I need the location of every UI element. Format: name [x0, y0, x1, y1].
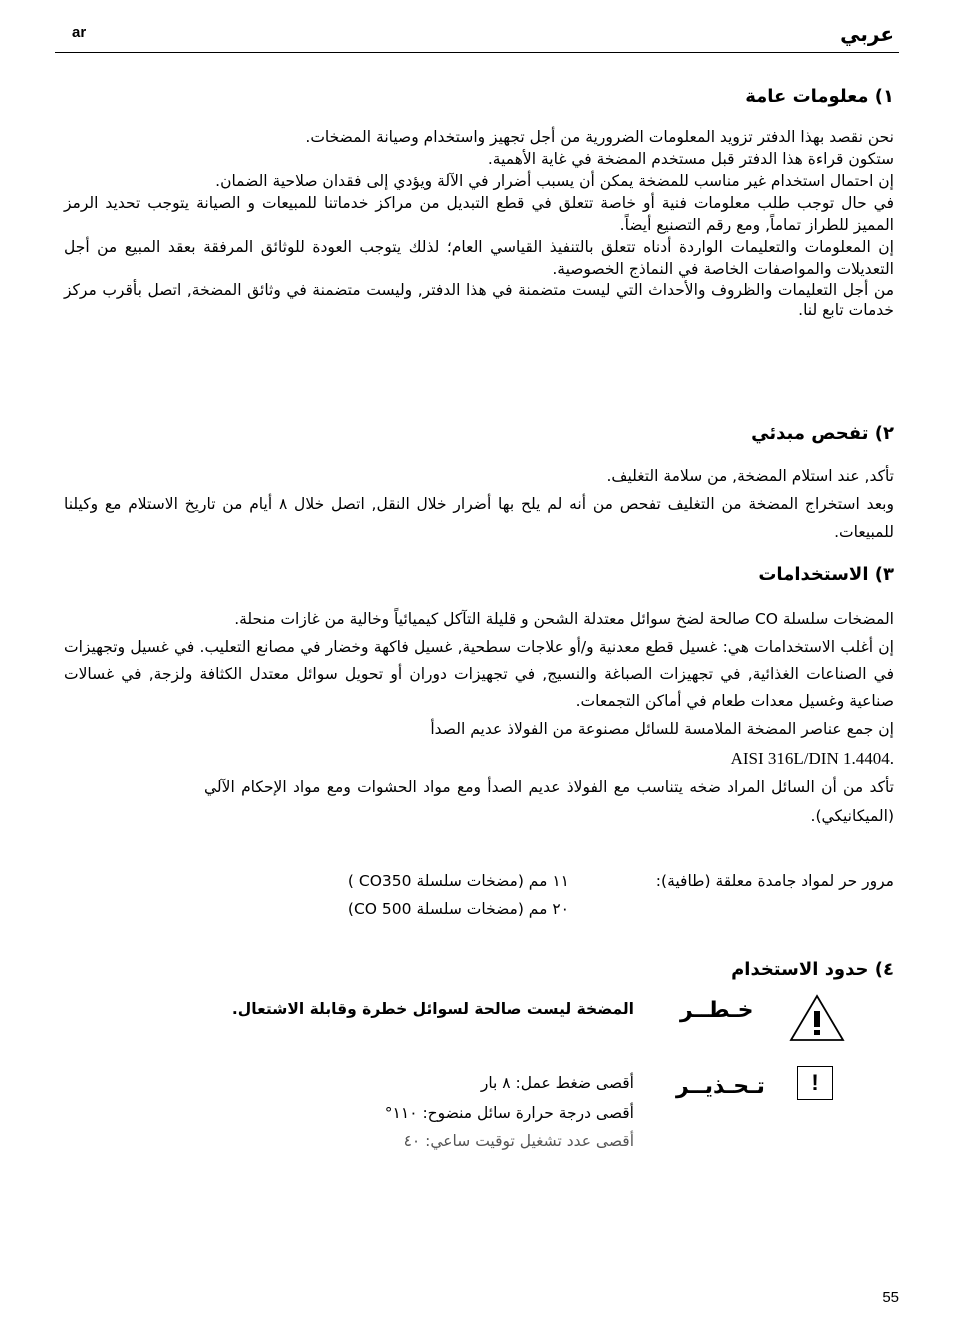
s1-paragraph-2: ستكون قراءة هذا الدفتر قبل مستخدم المضخة في غاية الأهمية. — [487, 150, 894, 168]
section-4-heading: ٤) حدود الاستخدام — [731, 959, 894, 980]
danger-text: المضخة ليست صالحة لسوائل خطرة وقابلة الاشتعال. — [231, 1000, 634, 1018]
limit-max-temperature: أقصى درجة حرارة سائل منضوح: ١١٠° — [384, 1104, 634, 1122]
s3-paragraph-4: تأكد من أن السائل المراد ضخه يتناسب مع الفولاذ عديم الصدأ ومع مواد الحشوات ومع مواد الإحكام الآلي (الميكانيكي). — [204, 778, 894, 825]
warning-triangle-icon — [788, 993, 846, 1043]
s1-paragraph-3: إن احتمال استخدام غير مناسب للمضخة يمكن أن يسبب أضرار في الآلة ويؤدي إلى فقدان صلاحية الضمان. — [215, 172, 894, 190]
limit-max-starts-per-hour: أقصى عدد تشغيل توقيت ساعي: ٤٠ — [403, 1132, 634, 1150]
s3-material-standard: .AISI 316L/DIN 1.4404 — [730, 749, 894, 768]
s1-paragraph-1: نحن نقصد بهذا الدفتر تزويد المعلومات الضرورية من أجل تجهيز واستخدام وصيانة المضخات. — [305, 128, 894, 146]
s2-paragraph-1: تأكد, عند استلام المضخة, من سلامة التغليف. — [606, 467, 894, 485]
section-1-body — [64, 126, 894, 320]
section-1-heading: ١) معلومات عامة — [745, 86, 894, 107]
header-language-title: عربي — [840, 22, 894, 46]
solids-spec-co350: ١١ مم (مضخات سلسلة CO350 ) — [347, 872, 569, 890]
s1-paragraph-6: من أجل التعليمات والظروف والأحداث التي ليست متضمنة في هذا الدفتر, وليست متضمنة في وثائق المضخة, اتصل بأقرب مركز خدمات تابع لنا. — [64, 281, 894, 319]
section-2-body — [64, 462, 894, 546]
s3-paragraph-2: إن أغلب الاستخدامات هي: غسيل قطع معدنية و/أو علاجات سطحية, غسيل فاكهة وخضار في مصانع التعليب. في غسيل وتجهيزات في الصناعات الغذائية, في تجهيزات الصباغة والنسيج, في تجهيزات دوران أو تحويل سوائل معتدل الكثافة ولزجة, في غسالات صناعية وغسيل معدات طعام في أماكن التجمعات. — [64, 638, 894, 710]
section-2-heading: ٢) تفحص مبدئي — [751, 423, 894, 444]
s2-paragraph-2: وبعد استخراج المضخة من التغليف تفحص من أنه لم يلح بها أضرار خلال النقل, اتصل خلال ٨ أيام من تاريخ الاستلام مع وكيلنا للمبيعات. — [64, 495, 894, 541]
limit-max-pressure: أقصى ضغط عمل: ٨ بار — [480, 1074, 634, 1092]
page-number: 55 — [882, 1289, 899, 1306]
header-language-code: ar — [72, 24, 87, 41]
section-3-body — [64, 605, 894, 831]
danger-label: خـطــر — [680, 998, 754, 1023]
solids-label: مرور حر لمواد جامدة معلقة (طافية): — [655, 872, 894, 890]
caution-label: تـحـذيــر — [676, 1074, 765, 1099]
s3-paragraph-3: إن جمع عناصر المضخة الملامسة للسائل مصنوعة من الفولاذ عديم الصدأ — [430, 720, 894, 738]
s1-paragraph-4: في حال توجب طلب معلومات فنية أو خاصة تتعلق في قطع التبديل من مراكز خدماتنا للمبيعات و الصيانة يتوجب تحديد الرمز المميز للطراز تماماً, ومع رقم التصنيع أيضاً. — [64, 194, 894, 234]
header-divider — [55, 52, 899, 53]
section-3-heading: ٣) الاستخدامات — [758, 564, 894, 585]
solids-spec-co500: ٢٠ مم (مضخات سلسلة CO 500) — [347, 900, 569, 918]
s3-paragraph-1: المضخات سلسلة CO صالحة لضخ سوائل معتدلة الشحن و قليلة التآكل كيميائياً وخالية من غازات منحلة. — [234, 610, 894, 628]
s1-paragraph-5: إن المعلومات والتعليمات الواردة أدناه تتعلق بالتنفيذ القياسي العام؛ لذلك يتوجب العودة للوثائق المرفقة بعقد المبيع من أجل التعديلات والمواصفات الخاصة في النماذج الخصوصية. — [64, 238, 894, 278]
exclamation-box-icon: ! — [797, 1066, 833, 1100]
